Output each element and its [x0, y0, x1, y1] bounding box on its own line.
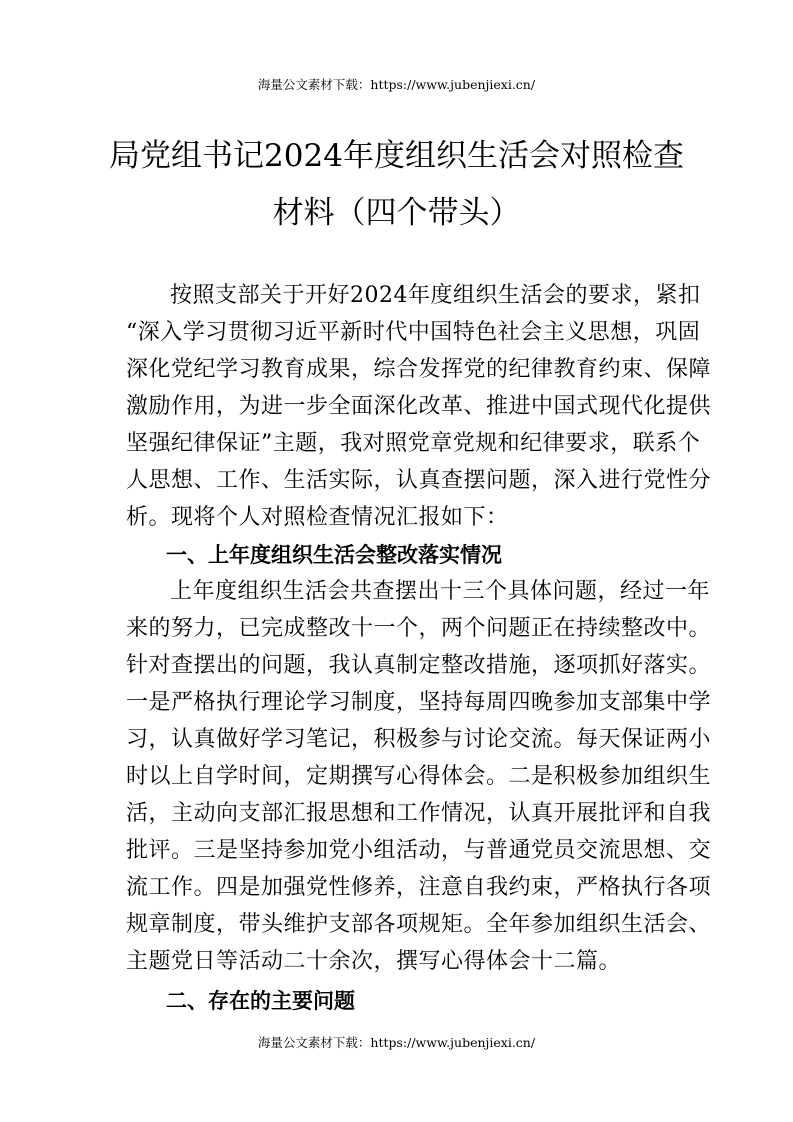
text-line: 规章制度，带头维护支部各项规矩。全年参加组织生活会、 [126, 912, 712, 937]
text-line: 激励作用，为进一步全面深化改革、推进中国式现代化提供 [126, 394, 712, 419]
text-line: 流工作。四是加强党性修养，注意自我约束，严格执行各项 [126, 875, 712, 900]
document-title-line-2: 材料（四个带头） [272, 195, 521, 231]
text-line: 批评。三是坚持参加党小组活动，与普通党员交流思想、交 [126, 838, 712, 863]
text-line: 活，主动向支部汇报思想和工作情况，认真开展批评和自我 [126, 801, 712, 826]
text-line: 针对查摆出的问题，我认真制定整改措施，逐项抓好落实。 [126, 653, 712, 678]
text-line: 析。现将个人对照检查情况汇报如下： [126, 505, 509, 530]
page-header: 海量公文素材下载：https://www.jubenjiexi.cn/ [257, 77, 536, 92]
text-line: 习，认真做好学习笔记，积极参与讨论交流。每天保证两小 [126, 727, 712, 752]
text-line: 一是严格执行理论学习制度，坚持每周四晚参加支部集中学 [126, 690, 712, 715]
document-title-line-1: 局党组书记2024年度组织生活会对照检查 [109, 138, 684, 174]
text-line: 上年度组织生活会共查摆出十三个具体问题，经过一年 [170, 579, 711, 604]
section-heading-1: 一、上年度组织生活会整改落实情况 [166, 543, 502, 567]
text-line: 人思想、工作、生活实际，认真查摆问题，深入进行党性分 [126, 468, 712, 493]
text-line: 按照支部关于开好2024年度组织生活会的要求，紧扣 [170, 283, 701, 308]
text-line: 来的努力，已完成整改十一个，两个问题正在持续整改中。 [126, 616, 712, 641]
text-line: 时以上自学时间，定期撰写心得体会。二是积极参加组织生 [126, 764, 712, 789]
text-line: 坚强纪律保证”主题，我对照党章党规和纪律要求，联系个 [126, 431, 701, 456]
text-line: “深入学习贯彻习近平新时代中国特色社会主义思想，巩固 [126, 320, 701, 345]
section-heading-2: 二、存在的主要问题 [166, 989, 355, 1013]
text-line: 深化党纪学习教育成果，综合发挥党的纪律教育约束、保障 [126, 357, 712, 382]
text-line: 主题党日等活动二十余次，撰写心得体会十二篇。 [126, 949, 622, 974]
page-footer: 海量公文素材下载：https://www.jubenjiexi.cn/ [257, 1035, 536, 1050]
